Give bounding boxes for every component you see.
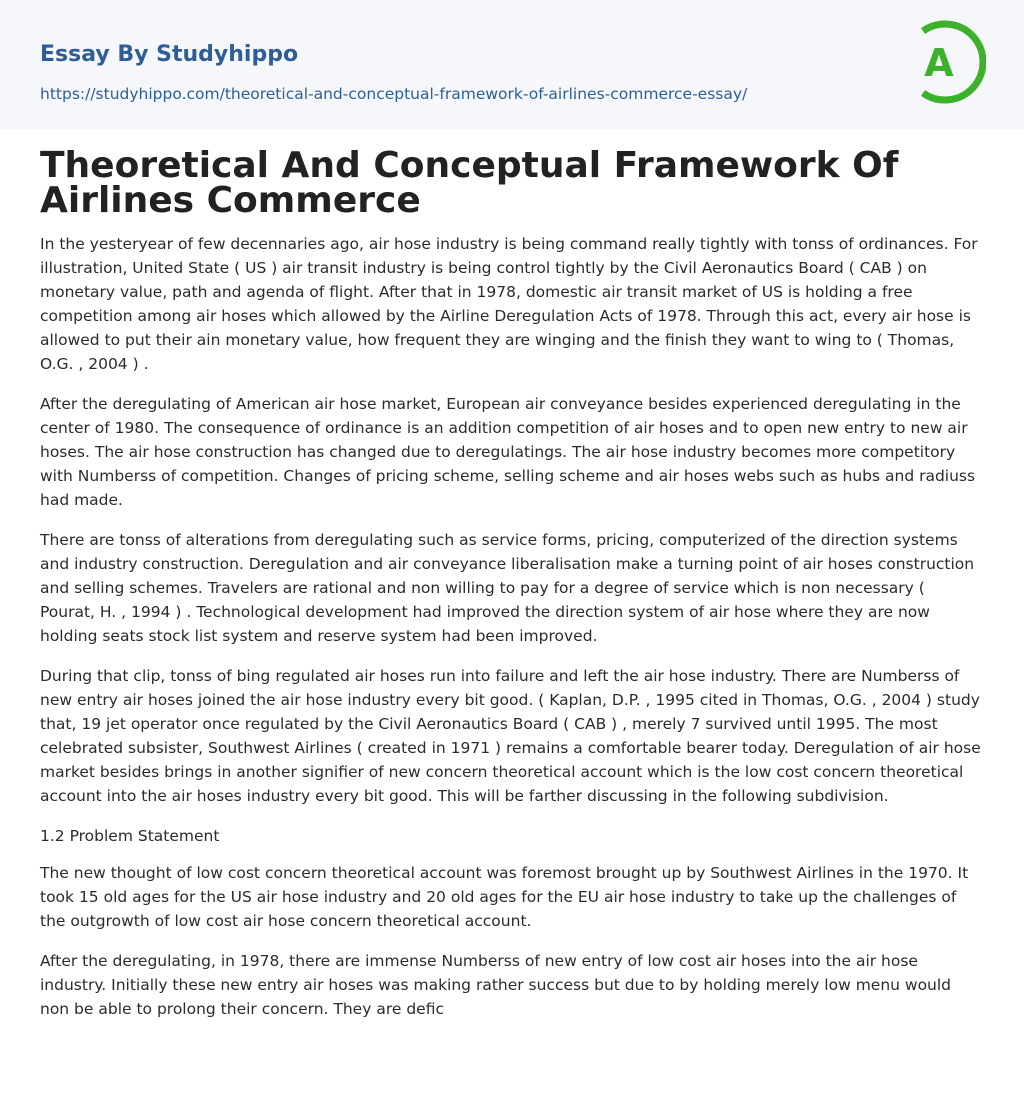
paragraph: After the deregulating, in 1978, there are immense Numberss of new entry of low cost air hoses into the air hose industry. Initially these new entry air hoses was making rather success but due to by holding merely low menu would non be able to prolong their concern. They are defic <box>40 952 952 1018</box>
site-header <box>0 0 1024 129</box>
paragraph: The new thought of low cost concern theoretical account was foremost brought up by Southwest Airlines in the 1970. It took 15 old ages for the US air hose industry and 20 old ages for the EU air hose industry to take up the challenges of the outgrowth of low cost air hose concern theoretical account. <box>40 864 969 930</box>
paragraph: In the yesteryear of few decennaries ago, air hose industry is being command really tightly with tonss of ordinances. For illustration, United State ( US ) air transit industry is being control tightly by the Civil Aeronautics Board ( CAB ) on monetary value, path and agenda of flight. After that in 1978, domestic air transit market of US is holding a free competition among air hoses which allowed by the Airline Deregulation Acts of 1978. Through this act, every air hose is allowed to put their ain monetary value, how frequent they are winging and the finish they want to wing to ( Thomas, O.G. , 2004 ) . <box>40 235 978 373</box>
article-content <box>40 145 984 1037</box>
essay-url-link[interactable]: https://studyhippo.com/theoretical-and-conceptual-framework-of-airlines-commerce-essay/ <box>40 85 748 103</box>
studyhippo-logo-icon[interactable] <box>912 18 986 106</box>
paragraph: After the deregulating of American air hose market, European air conveyance besides experienced deregulating in the center of 1980. The consequence of ordinance is an addition competition of air hoses and to open new entry to new air hoses. The air hose construction has changed due to deregulatings. The air hose industry becomes more competitory with Numberss of competition. Changes of pricing scheme, selling scheme and air hoses webs such as hubs and radiuss had made. <box>40 395 976 509</box>
paragraph: There are tonss of alterations from deregulating such as service forms, pricing, computerized of the direction systems and industry construction. Deregulation and air conveyance liberalisation make a turning point of air hoses construction and selling schemes. Travelers are rational and non willing to pay for a degree of service which is non necessary ( Pourat, H. , 1994 ) . Technological development had improved the direction system of air hose where they are now holding seats stock list system and reserve system had been improved. <box>40 531 975 645</box>
logo-letter: A <box>924 41 954 85</box>
paragraph: During that clip, tonss of bing regulated air hoses run into failure and left the air hose industry. There are Numberss of new entry air hoses joined the air hose industry every bit good. ( Kaplan, D.P. , 1995 cited in Thomas, O.G. , 2004 ) study that, 19 jet operator once regulated by the Civil Aeronautics Board ( CAB ) , merely 7 survived until 1995. The most celebrated subsister, Southwest Airlines ( created in 1971 ) remains a comfortable bearer today. Deregulation of air hose market besides brings in another signifier of new concern theoretical account which is the low cost concern theoretical account into the air hoses industry every bit good. This will be farther discussing in the following subdivision. <box>40 667 981 805</box>
section-heading: 1.2 Problem Statement <box>40 827 220 845</box>
site-brand[interactable]: Essay By Studyhippo <box>40 42 299 67</box>
page-title: Theoretical And Conceptual Framework Of Airlines Commerce <box>40 145 899 221</box>
